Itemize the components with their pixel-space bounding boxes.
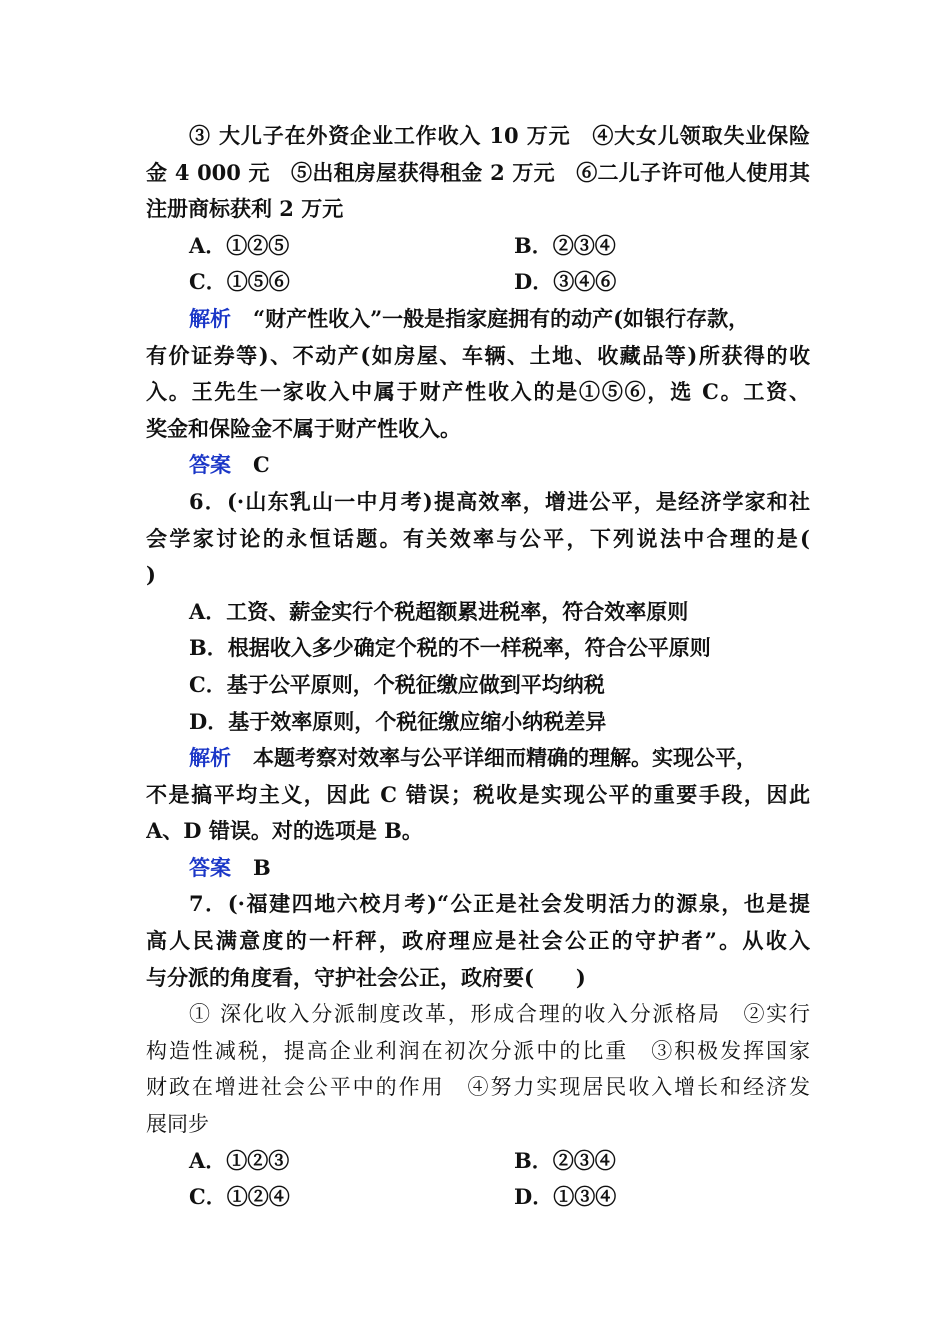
analysis-label: 解析 — [189, 305, 231, 331]
q7-options-row — [146, 1179, 810, 1216]
document-body — [146, 118, 810, 1216]
q5-analysis-line: 入。王先生一家收入中属于财产性收入的是①⑤⑥，选 C。工资、 — [146, 379, 810, 405]
q7-options-row — [146, 1143, 810, 1180]
q5-stem-line: 注册商标获利 2 万元 — [146, 196, 344, 222]
q7-option-c: C．①②④ — [189, 1184, 290, 1210]
q7-stem-line: 7．(·福建四地六校月考)“公正是社会发明活力的源泉，也是提 — [189, 891, 810, 917]
q7-choice-line: 展同步 — [146, 1112, 209, 1137]
q6-stem-line: 会学家讨论的永恒话题。有关效率与公平，下列说法中合理的是( — [146, 525, 810, 551]
answer-label: 答案 — [189, 452, 231, 478]
q7-stem-line: 高人民满意度的一杆秤，政府理应是社会公正的守护者”。从收入 — [146, 928, 810, 954]
q5-answer-value: C — [253, 452, 270, 478]
q6-option-c: C．基于公平原则，个税征缴应做到平均纳税 — [189, 671, 605, 697]
q6-option-d: D．基于效率原则，个税征缴应缩小纳税差异 — [189, 708, 607, 734]
q5-analysis-text: “财产性收入”一般是指家庭拥有的动产(如银行存款， — [253, 305, 750, 331]
q6-option-a: A．工资、薪金实行个税超额累进税率，符合效率原则 — [189, 598, 689, 624]
q5-analysis-line: 奖金和保险金不属于财产性收入。 — [146, 415, 461, 441]
q7-option-d: D．①③④ — [514, 1184, 617, 1210]
q5-option-c: C．①⑤⑥ — [189, 269, 290, 295]
q6-stem-line: 6．(·山东乳山一中月考)提高效率，增进公平，是经济学家和社 — [189, 488, 810, 514]
q5-option-d: D．③④⑥ — [514, 269, 617, 295]
q5-stem-line: 金 4 000 元 ⑤出租房屋获得租金 2 万元 ⑥二儿子许可他人使用其 — [146, 159, 810, 185]
q5-stem-line: ③ 大儿子在外资企业工作收入 10 万元 ④大女儿领取失业保险 — [189, 123, 810, 148]
q7-choice-line: 财政在增进社会公平中的作用 ④努力实现居民收入增长和经济发 — [146, 1075, 810, 1100]
q5-analysis-line — [146, 301, 810, 338]
q7-option-b: B．②③④ — [514, 1147, 616, 1173]
q6-analysis-line: A、D 错误。对的选项是 B。 — [146, 818, 423, 844]
q5-option-a: A．①②⑤ — [189, 232, 290, 258]
q6-analysis-text: 本题考察对效率与公平详细而精确的理解。实现公平， — [253, 745, 757, 771]
q5-analysis-line: 有价证券等)、不动产(如房屋、车辆、土地、收藏品等)所获得的收 — [146, 342, 810, 368]
q5-option-b: B．②③④ — [514, 232, 616, 258]
q7-choice-line: ① 深化收入分派制度改革，形成合理的收入分派格局 ②实行 — [189, 1002, 810, 1027]
q7-choice-line: 构造性减税，提高企业利润在初次分派中的比重 ③积极发挥国家 — [146, 1038, 810, 1063]
answer-label: 答案 — [189, 854, 231, 880]
q7-option-a: A．①②③ — [189, 1147, 290, 1173]
q6-analysis-line — [146, 740, 810, 777]
q6-analysis-line: 不是搞平均主义，因此 C 错误；税收是实现公平的重要手段，因此 — [146, 781, 810, 807]
q6-option-b: B．根据收入多少确定个税的不一样税率，符合公平原则 — [189, 635, 711, 661]
q5-options-row — [146, 264, 810, 301]
q5-options-row — [146, 228, 810, 265]
q5-answer-line — [146, 447, 810, 484]
q6-answer-value: B — [253, 854, 271, 880]
q6-stem-line: ) — [146, 562, 156, 588]
q7-stem-line: 与分派的角度看，守护社会公正，政府要( ) — [146, 964, 586, 990]
q6-answer-line — [146, 850, 810, 887]
analysis-label: 解析 — [189, 745, 231, 771]
